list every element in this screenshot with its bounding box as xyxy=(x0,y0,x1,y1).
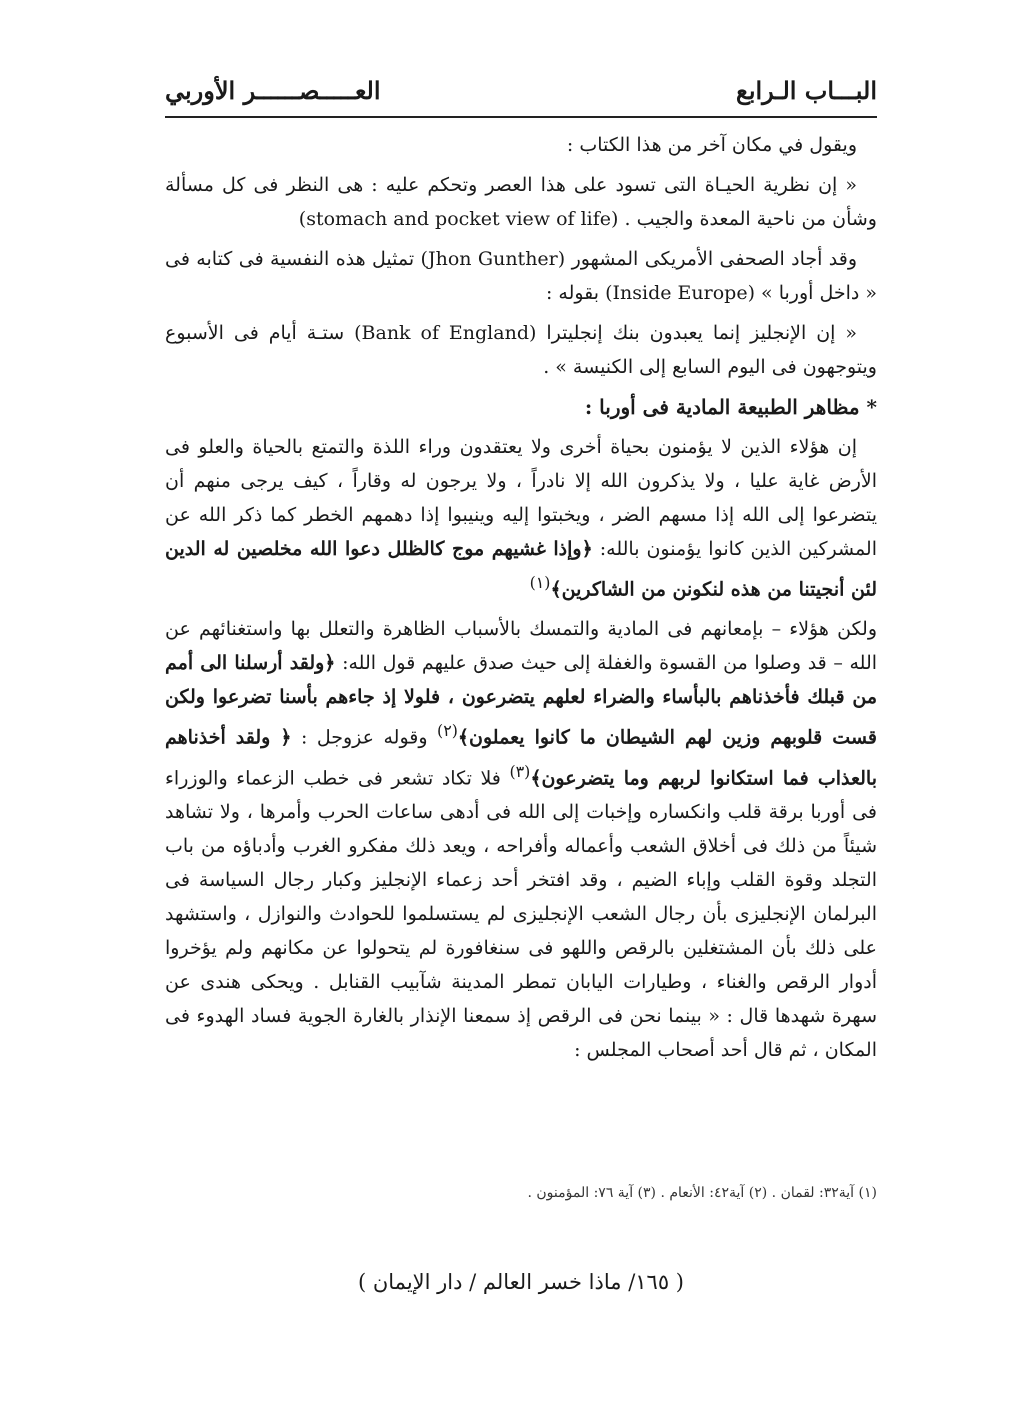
gunther-paragraph: وقد أجاد الصحفى الأمريكى المشهور (Jhon Gunther) تمثيل هذه النفسية فى كتابه فى « داخل أوربا » (Inside Europe) بقوله : xyxy=(165,248,877,304)
footnotes: (١) آية٣٢: لقمان . (٢) آية٤٢: الأنعام . (٣) آية ٧٦: المؤمنون . xyxy=(527,1185,877,1201)
footnote-ref: (٢) xyxy=(437,721,458,741)
quote-paragraph-2: « إن الإنجليز إنما يعبدون بنك إنجليترا (Bank of England) ستـة أيام فى الأسبوع ويتوجهون فى اليوم السابع إلى الكنيسة » . xyxy=(165,322,877,378)
book-page xyxy=(165,60,877,1360)
running-header xyxy=(165,76,877,118)
quran-verse: ﴿وإذا غشيهم موج كالظلل دعوا الله مخلصين له الدين لئن أنجيتنا من هذه لنكونن من الشاكرين﴾ xyxy=(165,538,877,601)
page-footer: ( ١٦٥/ ماذا خسر العالم / دار الإيمان ) xyxy=(357,1270,684,1294)
body-paragraph-1 xyxy=(165,430,877,606)
quran-verse: ﴿ولقد أرسلنا الى أمم من قبلك فأخذناهم بالبأساء والضراء لعلهم يتضرعون ، فلولا إذ جاءهم بأسنا تضرعوا ولكن قست قلوبهم وزين لهم الشيطان ما كانوا يعملون﴾ xyxy=(165,652,877,749)
body-paragraph-2 xyxy=(165,612,877,1067)
footnote-ref: (٣) xyxy=(509,761,531,781)
chapter-title: البـــاب الـرابع xyxy=(736,76,877,105)
quran-verse: ﴿ ولقد أخذناهم بالعذاب فما استكانوا لربهم وما يتضرعون﴾ xyxy=(165,726,878,789)
body-text: ولكن هؤلاء – بإمعانهم فى المادية والتمسك بالأسباب الظاهرة والتعلل بها واستغنائهم عن الله – قد وصلوا من القسوة والغفلة إلى حيث صدق عليهم قول الله: xyxy=(165,618,878,675)
page-body xyxy=(165,128,877,1073)
intro-line: ويقول في مكان آخر من هذا الكتاب : xyxy=(566,134,857,156)
section-title: العـــــصــــــر الأوربي xyxy=(165,76,381,105)
footnote-ref: (١) xyxy=(529,573,551,592)
body-text: فلا تكاد تشعر فى خطب الزعماء والوزراء فى أوربا برقة قلب وانكساره وإخبات إلى الله فى أدهى ساعات الحرب وأمرها ، ولا تشاهد شيئاً من ذلك فى أخلاق الشعب وأعماله وأفراحه ، ويعد ذلك مفكرو الغرب وأدباؤه من باب التجلد وقوة القلب وإباء الضيم ، وقد افتخر أحد زعماء الإنجليز وكبار رجال السياسة فى البرلمان الإنجليزى بأن رجال الشعب الإنجليزى لم يستسلموا للحوادث والنوازل ، واستشهد على ذلك بأن المشتغلين بالرقص واللهو فى سنغافورة لم يتحولوا عن مكانهم ولم يؤخروا أدوار الرقص والغناء ، وطيارات اليابان تمطر المدينة شآبيب القنابل . ويحكى هندى عن سهرة شهدها قال : « بينما نحن فى الرقص إذ سمعنا الإنذار بالغارة الجوية فساد الهدوء فى المكان ، ثم قال أحد أصحاب المجلس : xyxy=(165,766,877,1061)
body-text: إن هؤلاء الذين لا يؤمنون بحياة أخرى ولا يعتقدون وراء اللذة والتمتع بالحياة والعلو فى الأرض غاية عليا ، ولا يذكرون الله إلا نادراً ، ولا يرجون له وقاراً ، كيف يرجى منهم أن يتضرعوا إلى الله إذا مسهم الضر ، ويخبتوا إليه وينيبوا إذا دهمهم الخطر كما ذكر الله عن المشركين الذين كانوا يؤمنون بالله: xyxy=(165,436,878,560)
quote-paragraph-1: « إن نظرية الحيـاة التى تسود على هذا العصر وتحكم عليه : هى النظر فى كل مسألة وشأن من ناحية المعدة والجيب . (stomach and pocket view of life) xyxy=(165,174,877,230)
body-text: وقوله عزوجل : xyxy=(301,726,428,749)
section-subheading: * مظاهر الطبيعة المادية فى أوربا : xyxy=(584,395,877,419)
